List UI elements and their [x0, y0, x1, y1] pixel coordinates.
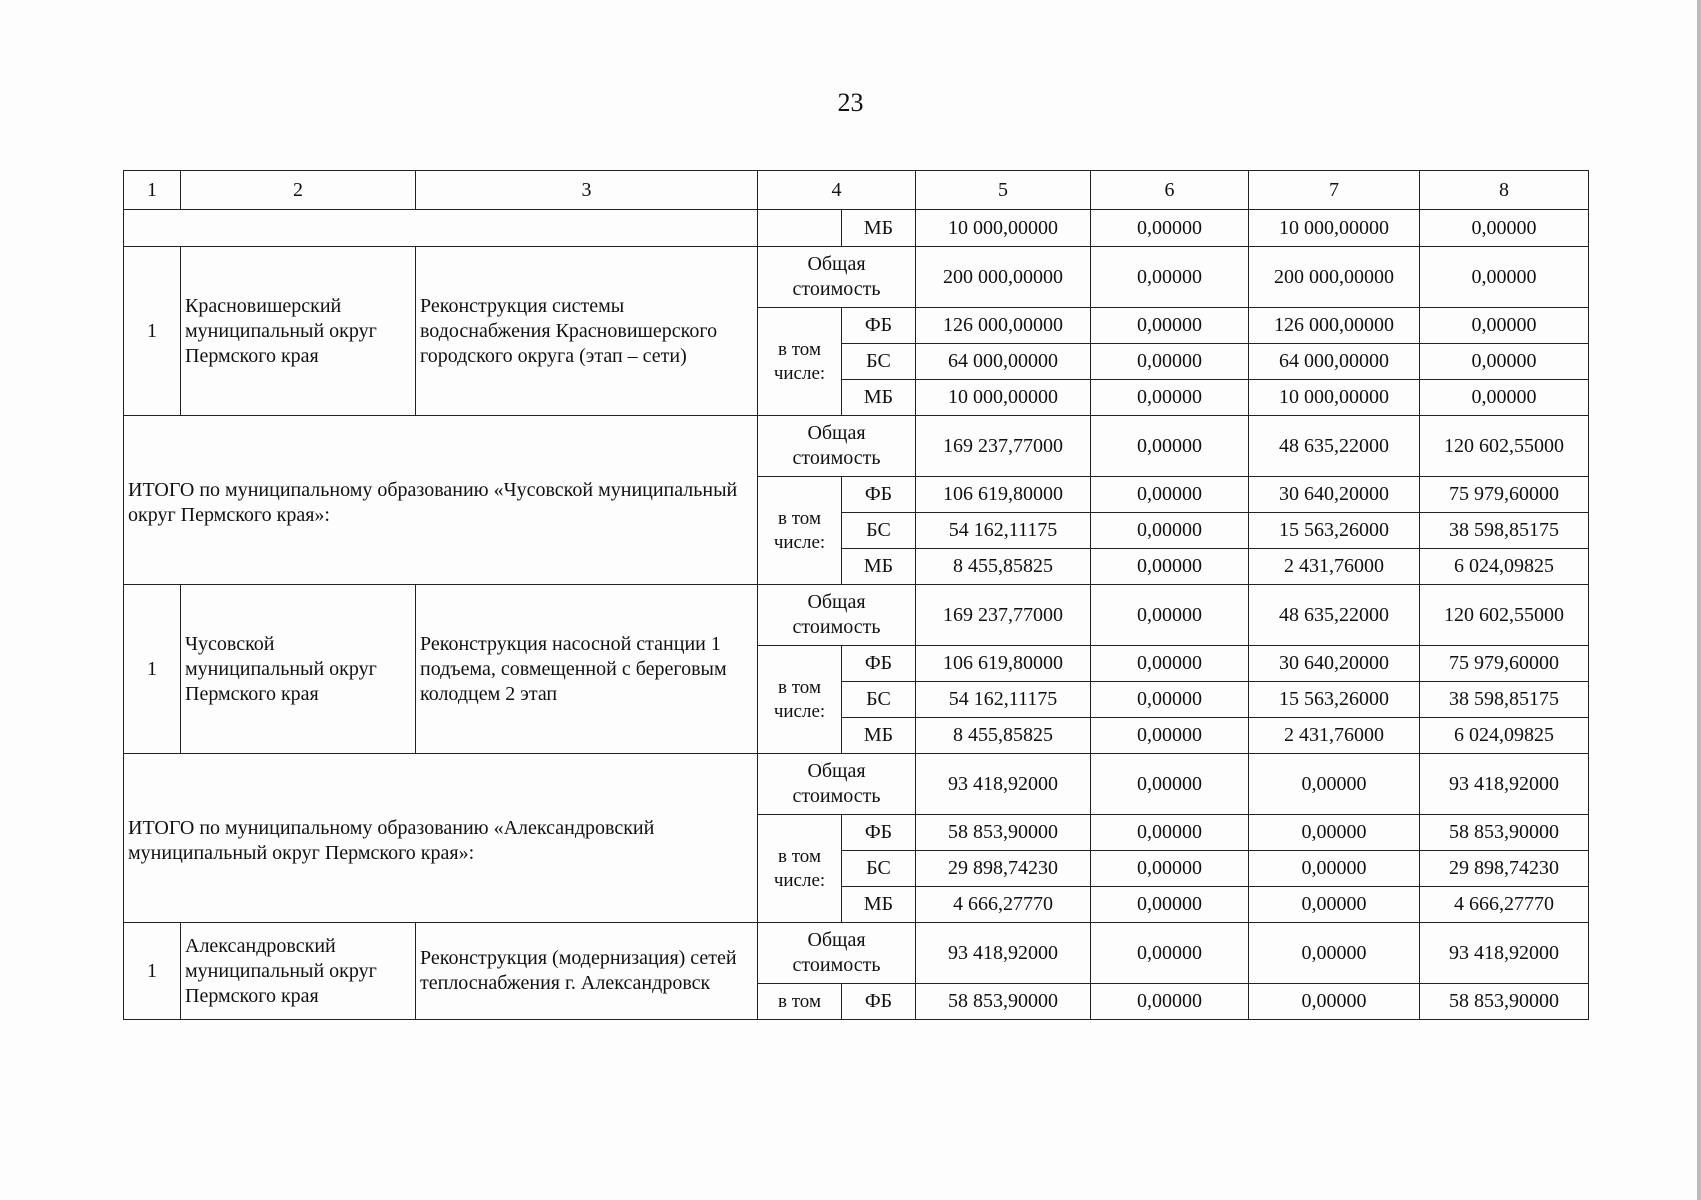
value-cell: 0,00000: [1249, 815, 1420, 851]
budget-code: МБ: [842, 210, 916, 247]
value-cell: 2 431,76000: [1249, 718, 1420, 754]
value-cell: 0,00000: [1091, 477, 1249, 513]
value-cell: 0,00000: [1091, 549, 1249, 585]
total-cost-label: Общая стоимость: [758, 923, 916, 984]
total-cost-label: Общая стоимость: [758, 754, 916, 815]
value-cell: 10 000,00000: [1249, 210, 1420, 247]
value-cell: 0,00000: [1249, 851, 1420, 887]
itogo-label: ИТОГО по муниципальному образованию «Александровский муниципальный округ Пермского края»:: [124, 754, 758, 923]
value-cell: 30 640,20000: [1249, 477, 1420, 513]
header-cell: 8: [1420, 171, 1589, 210]
value-cell: 15 563,26000: [1249, 682, 1420, 718]
including-label: в том числе:: [758, 646, 842, 754]
value-cell: 15 563,26000: [1249, 513, 1420, 549]
empty-cell: [124, 210, 758, 247]
value-cell: 0,00000: [1091, 380, 1249, 416]
budget-code: МБ: [842, 718, 916, 754]
value-cell: 0,00000: [1420, 308, 1589, 344]
budget-code: МБ: [842, 549, 916, 585]
project-total-row: [124, 585, 1589, 646]
value-cell: 0,00000: [1091, 646, 1249, 682]
header-cell: 7: [1249, 171, 1420, 210]
value-cell: 0,00000: [1091, 754, 1249, 815]
value-cell: 169 237,77000: [916, 416, 1091, 477]
value-cell: 0,00000: [1091, 585, 1249, 646]
header-cell: 4: [758, 171, 916, 210]
budget-code: МБ: [842, 887, 916, 923]
value-cell: 0,00000: [1091, 815, 1249, 851]
value-cell: 0,00000: [1091, 718, 1249, 754]
header-row: [124, 171, 1589, 210]
value-cell: 0,00000: [1091, 513, 1249, 549]
value-cell: 2 431,76000: [1249, 549, 1420, 585]
value-cell: 54 162,11175: [916, 513, 1091, 549]
budget-table: [123, 170, 1589, 1020]
value-cell: 120 602,55000: [1420, 585, 1589, 646]
budget-code: ФБ: [842, 308, 916, 344]
budget-code: ФБ: [842, 815, 916, 851]
value-cell: 93 418,92000: [1420, 923, 1589, 984]
total-cost-label: Общая стоимость: [758, 416, 916, 477]
value-cell: 10 000,00000: [916, 210, 1091, 247]
budget-code: ФБ: [842, 984, 916, 1020]
value-cell: 0,00000: [1249, 887, 1420, 923]
value-cell: 48 635,22000: [1249, 416, 1420, 477]
including-label: в том числе:: [758, 308, 842, 416]
page-number: 23: [837, 88, 864, 117]
value-cell: 8 455,85825: [916, 718, 1091, 754]
including-label: в том числе:: [758, 477, 842, 585]
value-cell: 0,00000: [1420, 380, 1589, 416]
value-cell: 0,00000: [1091, 247, 1249, 308]
value-cell: 126 000,00000: [916, 308, 1091, 344]
value-cell: 200 000,00000: [1249, 247, 1420, 308]
budget-code: БС: [842, 682, 916, 718]
value-cell: 75 979,60000: [1420, 646, 1589, 682]
project-name: Реконструкция (модернизация) сетей теплоснабжения г. Александровск: [416, 923, 758, 1020]
value-cell: 10 000,00000: [1249, 380, 1420, 416]
value-cell: 64 000,00000: [1249, 344, 1420, 380]
project-name: Реконструкция насосной станции 1 подъема, совмещенной с береговым колодцем 2 этап: [416, 585, 758, 754]
row-number: 1: [124, 923, 181, 1020]
budget-code: ФБ: [842, 477, 916, 513]
value-cell: 29 898,74230: [1420, 851, 1589, 887]
budget-code: БС: [842, 513, 916, 549]
value-cell: 0,00000: [1249, 923, 1420, 984]
value-cell: 0,00000: [1091, 682, 1249, 718]
row-number: 1: [124, 585, 181, 754]
value-cell: 4 666,27770: [916, 887, 1091, 923]
budget-code: ФБ: [842, 646, 916, 682]
project-total-row: [124, 247, 1589, 308]
value-cell: 58 853,90000: [916, 984, 1091, 1020]
value-cell: 58 853,90000: [1420, 984, 1589, 1020]
empty-cell: [758, 210, 842, 247]
value-cell: 64 000,00000: [916, 344, 1091, 380]
budget-code: МБ: [842, 380, 916, 416]
value-cell: 0,00000: [1091, 210, 1249, 247]
value-cell: 0,00000: [1091, 344, 1249, 380]
header-cell: 6: [1091, 171, 1249, 210]
scan-edge: [1697, 0, 1701, 1200]
row-number: 1: [124, 247, 181, 416]
value-cell: 93 418,92000: [916, 754, 1091, 815]
header-cell: 2: [181, 171, 416, 210]
itogo-total-row: [124, 416, 1589, 477]
value-cell: 0,00000: [1249, 754, 1420, 815]
municipality-name: Александровский муниципальный округ Пермского края: [181, 923, 416, 1020]
value-cell: 10 000,00000: [916, 380, 1091, 416]
itogo-label: ИТОГО по муниципальному образованию «Чусовской муниципальный округ Пермского края»:: [124, 416, 758, 585]
value-cell: 58 853,90000: [1420, 815, 1589, 851]
header-cell: 3: [416, 171, 758, 210]
value-cell: 93 418,92000: [1420, 754, 1589, 815]
value-cell: 4 666,27770: [1420, 887, 1589, 923]
value-cell: 93 418,92000: [916, 923, 1091, 984]
budget-code: БС: [842, 344, 916, 380]
value-cell: 38 598,85175: [1420, 513, 1589, 549]
value-cell: 48 635,22000: [1249, 585, 1420, 646]
value-cell: 30 640,20000: [1249, 646, 1420, 682]
project-total-row: [124, 923, 1589, 984]
header-cell: 1: [124, 171, 181, 210]
value-cell: 169 237,77000: [916, 585, 1091, 646]
value-cell: 29 898,74230: [916, 851, 1091, 887]
value-cell: 38 598,85175: [1420, 682, 1589, 718]
value-cell: 0,00000: [1091, 887, 1249, 923]
itogo-total-row: [124, 754, 1589, 815]
budget-code: БС: [842, 851, 916, 887]
value-cell: 0,00000: [1091, 984, 1249, 1020]
value-cell: 0,00000: [1420, 344, 1589, 380]
value-cell: 6 024,09825: [1420, 549, 1589, 585]
carry-over-row: [124, 210, 1589, 247]
total-cost-label: Общая стоимость: [758, 585, 916, 646]
including-label: в том числе:: [758, 815, 842, 923]
value-cell: 0,00000: [1091, 851, 1249, 887]
value-cell: 126 000,00000: [1249, 308, 1420, 344]
value-cell: 120 602,55000: [1420, 416, 1589, 477]
value-cell: 106 619,80000: [916, 477, 1091, 513]
value-cell: 106 619,80000: [916, 646, 1091, 682]
value-cell: 0,00000: [1091, 923, 1249, 984]
municipality-name: Красновишерский муниципальный округ Пермского края: [181, 247, 416, 416]
value-cell: 200 000,00000: [916, 247, 1091, 308]
project-name: Реконструкция системы водоснабжения Красновишерского городского округа (этап – сети): [416, 247, 758, 416]
value-cell: 58 853,90000: [916, 815, 1091, 851]
value-cell: 0,00000: [1420, 247, 1589, 308]
total-cost-label: Общая стоимость: [758, 247, 916, 308]
value-cell: 0,00000: [1249, 984, 1420, 1020]
value-cell: 0,00000: [1091, 416, 1249, 477]
value-cell: 6 024,09825: [1420, 718, 1589, 754]
value-cell: 0,00000: [1091, 308, 1249, 344]
including-label: в том: [758, 984, 842, 1020]
header-cell: 5: [916, 171, 1091, 210]
value-cell: 0,00000: [1420, 210, 1589, 247]
value-cell: 8 455,85825: [916, 549, 1091, 585]
value-cell: 54 162,11175: [916, 682, 1091, 718]
value-cell: 75 979,60000: [1420, 477, 1589, 513]
municipality-name: Чусовской муниципальный округ Пермского края: [181, 585, 416, 754]
